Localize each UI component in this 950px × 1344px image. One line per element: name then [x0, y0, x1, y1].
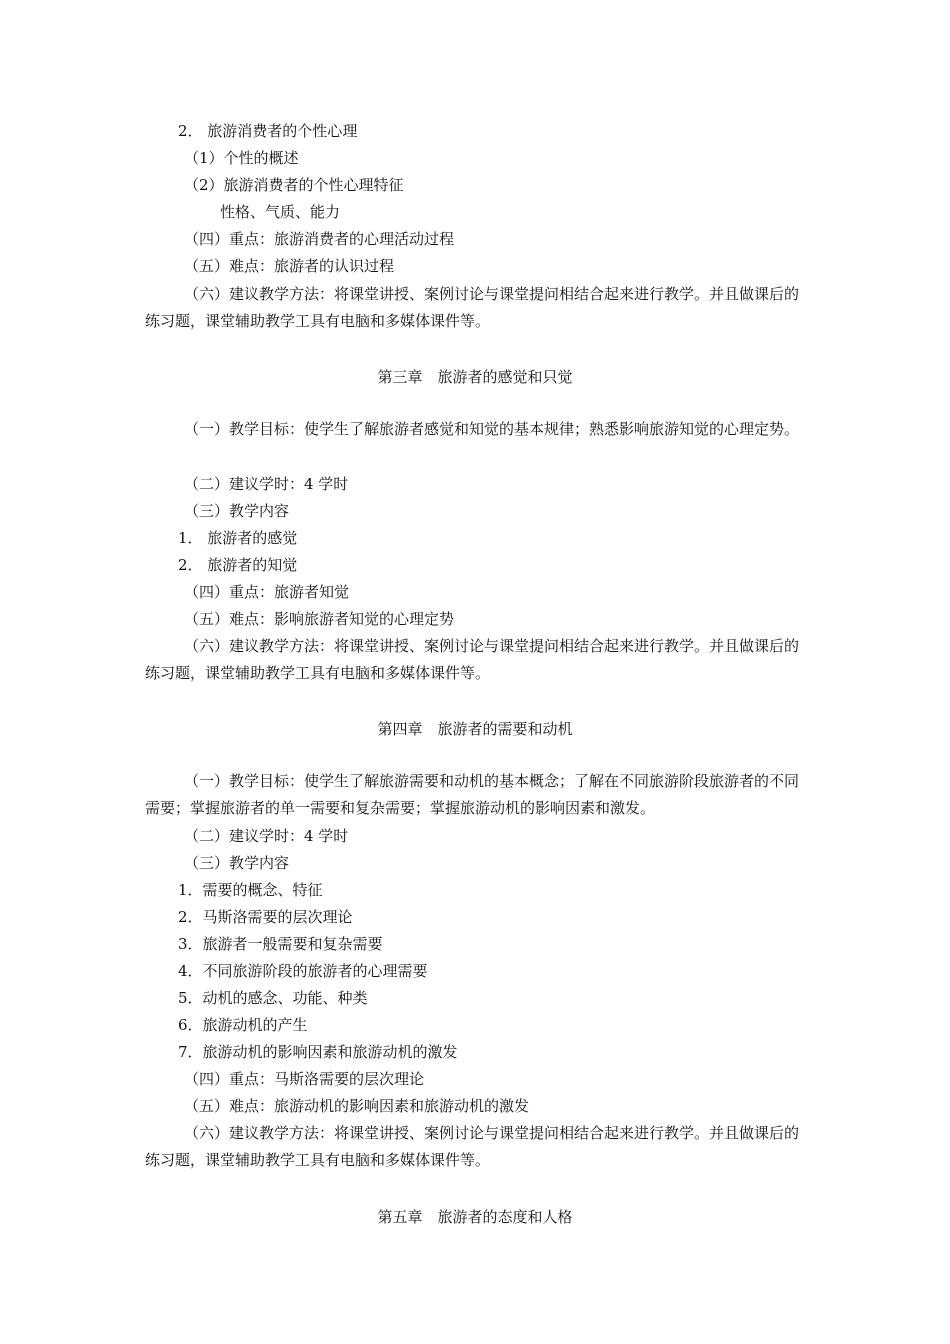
key-point: （四）重点：旅游者知觉 — [184, 583, 350, 601]
hours-line: （二）建议学时：4 学时 — [184, 827, 349, 845]
hours-line: （二）建议学时：4 学时 — [184, 475, 349, 493]
chapter-title: 第五章 旅游者的态度和人格 — [377, 1208, 573, 1226]
list-item: 6．旅游动机的产生 — [178, 1016, 308, 1034]
list-item: （1）个性的概述 — [184, 149, 299, 167]
difficulty-point: （五）难点：影响旅游者知觉的心理定势 — [184, 610, 455, 628]
list-item: 3．旅游者一般需要和复杂需要 — [178, 935, 383, 953]
teaching-goal-paragraph: （一）教学目标：使学生了解旅游者感觉和知觉的基本规律；熟悉影响旅游知觉的心理定势。 — [184, 420, 800, 438]
list-item: 5．动机的感念、功能、种类 — [178, 989, 368, 1007]
difficulty-point: （五）难点：旅游动机的影响因素和旅游动机的激发 — [184, 1097, 530, 1115]
chapter-title: 第四章 旅游者的需要和动机 — [377, 720, 573, 738]
list-item: 4．不同旅游阶段的旅游者的心理需要 — [178, 962, 428, 980]
list-item: 2． 旅游者的知觉 — [178, 556, 298, 574]
list-item: 7．旅游动机的影响因素和旅游动机的激发 — [178, 1043, 458, 1061]
key-point: （四）重点：马斯洛需要的层次理论 — [184, 1070, 425, 1088]
list-item: 1．需要的概念、特征 — [178, 881, 323, 899]
chapter-title: 第三章 旅游者的感觉和只觉 — [377, 368, 573, 386]
content-heading: （三）教学内容 — [184, 502, 290, 520]
teaching-method-paragraph: （六）建议教学方法：将课堂讲授、案例讨论与课堂提问相结合起来进行教学。并且做课后的练习题，课堂辅助教学工具有电脑和多媒体课件等。 — [145, 285, 800, 330]
key-point: （四）重点：旅游消费者的心理活动过程 — [184, 230, 455, 248]
list-item: 2． 旅游消费者的个性心理 — [178, 122, 358, 140]
teaching-goal-paragraph: （一）教学目标：使学生了解旅游需要和动机的基本概念；了解在不同旅游阶段旅游者的不同需要；掌握旅游者的单一需要和复杂需要；掌握旅游动机的影响因素和激发。 — [145, 772, 800, 817]
list-item: （2）旅游消费者的个性心理特征 — [184, 176, 404, 194]
content-heading: （三）教学内容 — [184, 854, 290, 872]
list-item: 性格、气质、能力 — [220, 203, 341, 221]
list-item: 2．马斯洛需要的层次理论 — [178, 908, 353, 926]
teaching-method-paragraph: （六）建议教学方法：将课堂讲授、案例讨论与课堂提问相结合起来进行教学。并且做课后的练习题，课堂辅助教学工具有电脑和多媒体课件等。 — [145, 637, 800, 682]
difficulty-point: （五）难点：旅游者的认识过程 — [184, 257, 395, 275]
list-item: 1． 旅游者的感觉 — [178, 529, 298, 547]
teaching-method-paragraph: （六）建议教学方法：将课堂讲授、案例讨论与课堂提问相结合起来进行教学。并且做课后的练习题，课堂辅助教学工具有电脑和多媒体课件等。 — [145, 1124, 800, 1169]
